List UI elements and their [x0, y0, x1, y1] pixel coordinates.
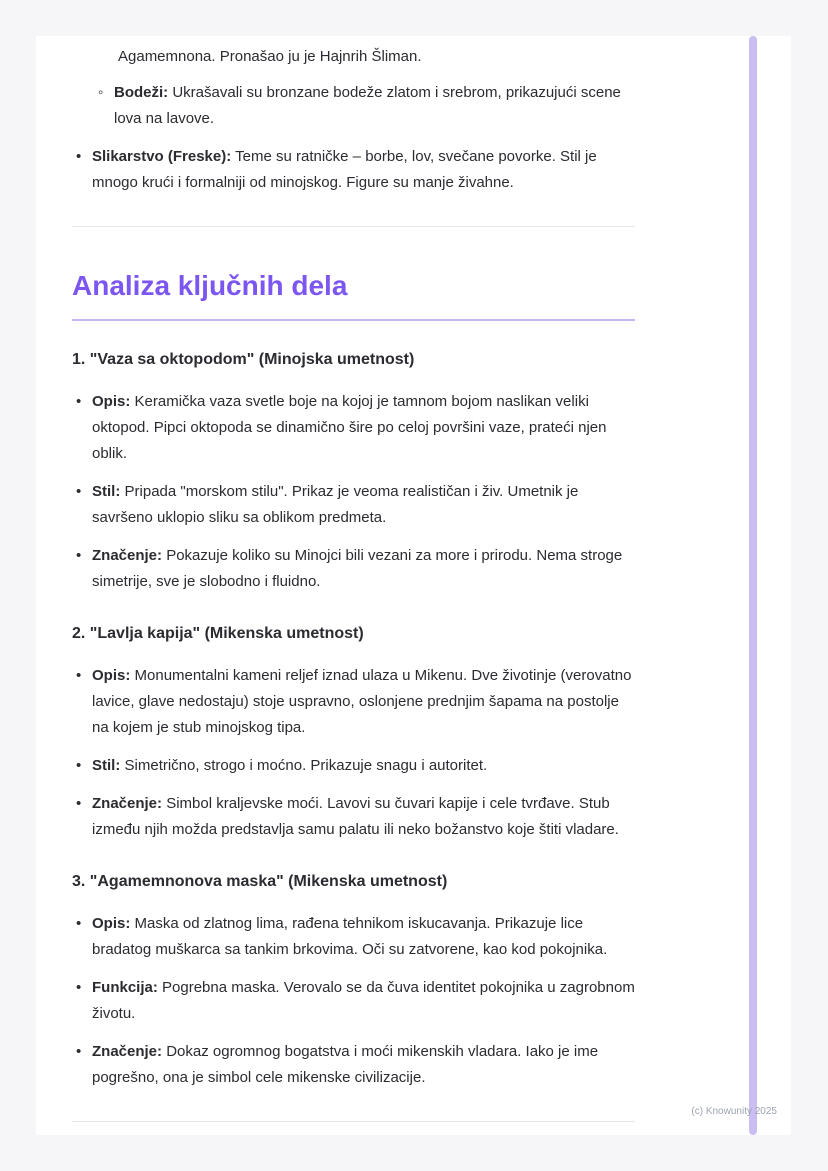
item-label: Stil:	[92, 757, 121, 774]
item-body: Pokazuje koliko su Minojci bili vezani za more i prirodu. Nema stroge simetrije, sve je slobodno i fluidno.	[92, 547, 623, 590]
bullet-marker: •	[76, 979, 82, 996]
list-item-text	[92, 479, 635, 531]
item-body: Maska od zlatnog lima, rađena tehnikom iskucavanja. Prikazuje lice bradatog muškarca sa tankim brkovima. Oči su zatvorene, kao kod pokojnika.	[92, 915, 608, 958]
item-label: Slikarstvo (Freske):	[92, 148, 232, 165]
list-item-text	[92, 144, 635, 196]
section-divider	[72, 226, 635, 227]
bottom-divider	[72, 1121, 635, 1122]
item-label: Opis:	[92, 393, 131, 410]
bullet-marker: •	[76, 757, 82, 774]
bullet-marker: •	[76, 1043, 82, 1060]
list-item	[72, 911, 635, 963]
item-body: Monumentalni kameni reljef iznad ulaza u Mikenu. Dve životinje (verovatno lavice, glave nedostaju) stoje uspravno, oslonjene prednjim šapama na postolje na kojem je stub minojskog tipa.	[92, 667, 632, 736]
item-body: Dokaz ogromnog bogatstva i moći mikenskih vladara. Iako je ime pogrešno, ona je simbol cele mikenske civilizacije.	[92, 1043, 599, 1086]
item-label: Opis:	[92, 915, 131, 932]
list-item-text	[92, 791, 635, 843]
list-item-text	[92, 663, 635, 741]
item-label: Značenje:	[92, 795, 163, 812]
list-item-text	[92, 543, 635, 595]
bullet-marker-hollow: ◦	[98, 84, 104, 101]
paragraph-continuation: Agamemnona. Pronašao ju je Hajnrih Šliman.	[118, 48, 422, 65]
list-item-text	[114, 80, 635, 132]
list-item-text	[92, 911, 635, 963]
list-item-text	[92, 389, 635, 467]
list-item	[72, 1039, 635, 1091]
sub-heading-1: 1. "Vaza sa oktopodom" (Minojska umetnost)	[72, 351, 415, 368]
item-body: Ukrašavali su bronzane bodeže zlatom i srebrom, prikazujući scene lova na lavove.	[114, 84, 621, 127]
sub-heading-2: 2. "Lavlja kapija" (Mikenska umetnost)	[72, 625, 364, 642]
item-body: Teme su ratničke – borbe, lov, svečane povorke. Stil je mnogo krući i formalniji od minojskog. Figure su manje živahne.	[92, 148, 597, 191]
bullet-marker: •	[76, 483, 82, 500]
document-content	[36, 36, 791, 1122]
bullet-marker: •	[76, 393, 82, 410]
list-item-text	[92, 753, 635, 779]
page-title: Analiza ključnih dela	[72, 270, 348, 301]
bullet-marker: •	[76, 795, 82, 812]
bullet-marker: •	[76, 148, 82, 165]
item-label: Funkcija:	[92, 979, 158, 996]
list-item	[72, 389, 635, 467]
item-body: Keramička vaza svetle boje na kojoj je tamnom bojom naslikan veliki oktopod. Pipci oktopoda se dinamično šire po celoj površini vaze, prateći njen oblik.	[92, 393, 607, 462]
list-item	[72, 975, 635, 1027]
bullet-marker: •	[76, 667, 82, 684]
list-item	[72, 663, 635, 741]
copyright-watermark: (c) Knowunity 2025	[691, 1106, 777, 1117]
list-item	[72, 479, 635, 531]
item-body: Pripada "morskom stilu". Prikaz je veoma realističan i živ. Umetnik je savršeno uklopio sliku sa oblikom predmeta.	[92, 483, 579, 526]
list-item	[72, 753, 635, 779]
item-label: Opis:	[92, 667, 131, 684]
list-item	[72, 144, 635, 196]
list-item-text	[92, 1039, 635, 1091]
item-body: Simbol kraljevske moći. Lavovi su čuvari kapije i cele tvrđave. Stub između njih možda predstavlja samu palatu ili neko božanstvo koje štiti vladare.	[92, 795, 619, 838]
item-label: Bodeži:	[114, 84, 169, 101]
item-label: Značenje:	[92, 1043, 163, 1060]
list-item	[72, 80, 635, 132]
sub-heading-3: 3. "Agamemnonova maska" (Mikenska umetnost)	[72, 873, 448, 890]
item-body: Simetrično, strogo i moćno. Prikazuje snagu i autoritet.	[124, 757, 488, 774]
list-item	[72, 791, 635, 843]
scrollbar-thumb[interactable]	[749, 36, 757, 1135]
item-label: Značenje:	[92, 547, 163, 564]
item-body: Pogrebna maska. Verovalo se da čuva identitet pokojnika u zagrobnom životu.	[92, 979, 635, 1022]
bullet-marker: •	[76, 547, 82, 564]
list-item	[72, 543, 635, 595]
title-underline	[72, 319, 635, 321]
document-page	[36, 36, 791, 1135]
list-item-text	[92, 975, 635, 1027]
item-label: Stil:	[92, 483, 121, 500]
bullet-marker: •	[76, 915, 82, 932]
